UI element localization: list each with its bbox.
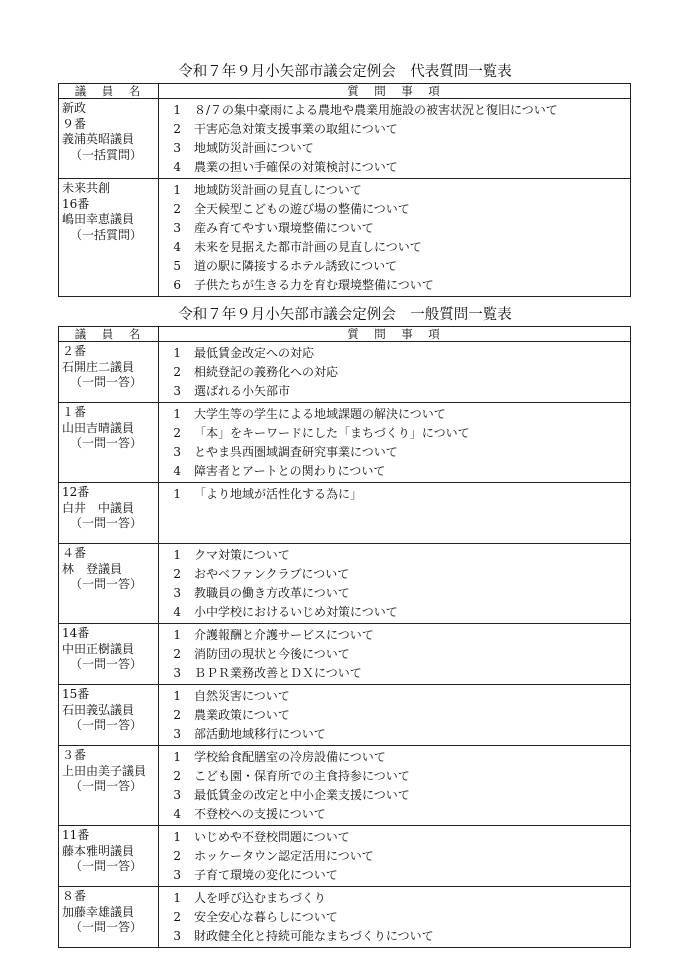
member-name-line: 嶋田幸恵議員 <box>62 212 135 226</box>
member-name-line: 義浦英昭議員 <box>62 132 135 146</box>
question-number: 6 <box>173 278 181 292</box>
question-number: 4 <box>173 807 181 821</box>
table-row <box>59 685 631 746</box>
question-text: ＢＰＲ業務改善とＤＸについて <box>194 666 362 680</box>
header-member-name: 議 員 名 <box>59 327 159 342</box>
question-text: 小中学校におけるいじめ対策について <box>194 605 398 619</box>
member-name-cell <box>59 179 159 297</box>
question-item <box>159 908 630 927</box>
question-number: 1 <box>173 750 181 764</box>
question-item <box>159 847 630 866</box>
question-number: 3 <box>173 727 181 741</box>
member-name-line: 加藤幸雄議員 <box>62 904 135 919</box>
table-row <box>59 403 631 483</box>
question-text: 不登校への支援について <box>194 807 326 821</box>
question-text: ホッケータウン認定活用について <box>194 849 374 863</box>
question-text: 自然災害について <box>194 689 290 703</box>
question-number: 1 <box>173 487 181 501</box>
member-name-line: ３番 <box>62 748 87 762</box>
question-text: 子育て環境の変化について <box>194 868 338 882</box>
question-item <box>159 767 630 786</box>
question-item <box>159 424 630 443</box>
question-text: こども園・保育所での主食持参について <box>194 769 410 783</box>
question-item <box>159 120 630 139</box>
member-name-cell <box>59 826 159 887</box>
member-name-line: 14番 <box>62 626 90 640</box>
question-text: 道の駅に隣接するホテル誘致について <box>194 259 398 273</box>
question-items-cell <box>159 179 631 297</box>
table-row <box>59 483 631 544</box>
question-item <box>159 584 630 603</box>
question-number: 1 <box>173 689 181 703</box>
member-name-line: （一問一答） <box>70 718 143 732</box>
member-name-line: （一問一答） <box>70 657 143 671</box>
question-text: 最低賃金改定への対応 <box>194 346 315 360</box>
member-name-cell <box>59 685 159 746</box>
question-text: 介護報酬と介護サービスについて <box>194 628 374 642</box>
general-title: 令和７年９月小矢部市議会定例会 一般質問一覧表 <box>178 307 512 323</box>
representative-question-table <box>58 83 631 297</box>
member-name-line: 16番 <box>62 196 90 211</box>
table-header-row <box>59 84 631 99</box>
table-row <box>59 342 631 403</box>
question-number: 1 <box>173 628 181 642</box>
question-number: 5 <box>173 259 181 273</box>
member-name-line: 白井 中議員 <box>62 500 135 515</box>
question-number: 4 <box>173 605 181 619</box>
question-number: 3 <box>173 384 181 398</box>
member-name-line: （一括質問） <box>70 147 143 162</box>
question-items-cell <box>159 746 631 826</box>
member-name-line: 12番 <box>62 485 90 499</box>
question-number: 4 <box>173 464 181 478</box>
question-text: 教職員の働き方改革について <box>194 586 350 600</box>
question-text: 選ばれる小矢部市 <box>194 384 291 398</box>
question-item <box>159 603 630 622</box>
question-item <box>159 664 630 683</box>
question-text: 大学生等の学生による地域課題の解決について <box>194 407 446 421</box>
table-row <box>59 746 631 826</box>
question-item <box>159 927 630 946</box>
question-item <box>159 443 630 462</box>
question-number: 3 <box>173 929 181 943</box>
member-name-line: 石田義弘議員 <box>62 702 135 717</box>
question-number: 2 <box>173 365 181 379</box>
member-name-cell <box>59 483 159 544</box>
question-item <box>159 828 630 847</box>
question-items-cell <box>159 99 631 179</box>
member-name-line: 中田正樹議員 <box>62 641 135 656</box>
question-item <box>159 725 630 744</box>
question-item <box>159 257 630 276</box>
member-name-line: 11番 <box>62 828 90 842</box>
table-header-row <box>59 327 631 342</box>
question-number: 4 <box>173 240 181 254</box>
header-question-items: 質 問 事 項 <box>159 84 631 99</box>
representative-title: 令和７年９月小矢部市議会定例会 代表質問一覧表 <box>178 64 512 80</box>
question-number: 3 <box>173 788 181 802</box>
member-name-line: 新政 <box>62 101 87 115</box>
question-text: 子供たちが生きる力を育む環境整備について <box>194 278 434 292</box>
question-item <box>159 200 630 219</box>
member-name-line: 15番 <box>62 687 90 701</box>
member-name-line: 石開庄二議員 <box>62 359 135 374</box>
member-name-line: 上田由美子議員 <box>62 763 147 778</box>
question-number: 1 <box>173 548 181 562</box>
question-text: 地域防災計画の見直しについて <box>194 183 362 197</box>
question-item <box>159 626 630 645</box>
question-item <box>159 344 630 363</box>
question-items-cell <box>159 826 631 887</box>
header-member-name: 議 員 名 <box>59 84 159 99</box>
member-name-line: （一問一答） <box>70 375 143 389</box>
member-name-cell <box>59 624 159 685</box>
question-number: 3 <box>173 141 181 155</box>
question-item <box>159 405 630 424</box>
question-item <box>159 546 630 565</box>
question-text: ８/７の集中豪雨による農地や農業用施設の被害状況と復旧について <box>194 103 558 117</box>
member-name-line: 藤本雅明議員 <box>62 843 135 858</box>
question-items-cell <box>159 403 631 483</box>
question-number: 3 <box>173 221 181 235</box>
question-number: 2 <box>173 426 181 440</box>
member-name-cell <box>59 544 159 624</box>
member-name-line: （一問一答） <box>70 779 143 793</box>
question-text: 学校給食配膳室の冷房設備について <box>194 750 386 764</box>
question-number: 2 <box>173 708 181 722</box>
question-text: 人を呼び込むまちづくり <box>194 891 326 905</box>
question-number: 1 <box>173 407 181 421</box>
question-number: 1 <box>173 830 181 844</box>
question-item <box>159 139 630 158</box>
question-text: 最低賃金の改定と中小企業支援について <box>194 788 410 802</box>
question-text: 相続登記の義務化への対応 <box>194 365 339 379</box>
question-item <box>159 382 630 401</box>
member-name-line: （一問一答） <box>70 859 143 873</box>
table-row <box>59 826 631 887</box>
question-text: 農業政策について <box>194 708 290 722</box>
question-number: 1 <box>173 891 181 905</box>
member-name-line: 林 登議員 <box>62 561 123 576</box>
question-text: 部活動地域移行について <box>194 727 326 741</box>
question-items-cell <box>159 624 631 685</box>
question-number: 1 <box>173 346 181 360</box>
member-name-line: ８番 <box>62 889 87 903</box>
question-item <box>159 363 630 382</box>
table-row <box>59 624 631 685</box>
question-items-cell <box>159 483 631 544</box>
question-items-cell <box>159 342 631 403</box>
question-number: 4 <box>173 160 181 174</box>
question-item <box>159 866 630 885</box>
member-name-cell <box>59 342 159 403</box>
general-question-table <box>58 326 631 948</box>
question-item <box>159 462 630 481</box>
question-number: 1 <box>173 103 181 117</box>
question-number: 2 <box>173 769 181 783</box>
question-text: 「本」をキーワードにした「まちづくり」について <box>194 426 470 440</box>
question-item <box>159 565 630 584</box>
question-number: 2 <box>173 122 181 136</box>
question-text: 地域防災計画について <box>194 141 314 155</box>
question-text: 干害応急対策支援事業の取組について <box>194 122 398 136</box>
table-row <box>59 544 631 624</box>
member-name-line: （一問一答） <box>70 920 143 934</box>
question-number: 2 <box>173 567 181 581</box>
question-items-cell <box>159 887 631 948</box>
question-text: 消防団の現状と今後について <box>194 647 350 661</box>
question-text: 障害者とアートとの関わりについて <box>194 464 386 478</box>
member-name-cell <box>59 887 159 948</box>
member-name-line: 未来共創 <box>62 181 111 195</box>
table-row <box>59 887 631 948</box>
member-name-line: ２番 <box>62 344 87 358</box>
question-text: 財政健全化と持続可能なまちづくりについて <box>194 929 434 943</box>
question-items-cell <box>159 685 631 746</box>
member-name-line: 山田吉晴議員 <box>62 420 135 435</box>
member-name-line: ４番 <box>62 546 87 560</box>
member-name-line: ９番 <box>62 116 87 131</box>
question-number: 2 <box>173 647 181 661</box>
header-question-items: 質 問 事 項 <box>159 327 631 342</box>
member-name-line: （一問一答） <box>70 577 143 591</box>
question-item <box>159 786 630 805</box>
question-item <box>159 158 630 177</box>
member-name-line: （一問一答） <box>70 436 143 450</box>
question-number: 3 <box>173 445 181 459</box>
question-item <box>159 889 630 908</box>
member-name-cell <box>59 99 159 179</box>
question-item <box>159 276 630 295</box>
question-item <box>159 485 630 504</box>
question-item <box>159 181 630 200</box>
question-text: 農業の担い手確保の対策検討について <box>194 160 398 174</box>
question-text: 安全安心な暮らしについて <box>194 910 338 924</box>
member-name-cell <box>59 403 159 483</box>
table-row <box>59 179 631 297</box>
question-text: 未来を見据えた都市計画の見直しについて <box>194 240 422 254</box>
question-number: 3 <box>173 868 181 882</box>
member-name-line: （一問一答） <box>70 516 143 530</box>
question-number: 1 <box>173 183 181 197</box>
question-text: 全天候型こどもの遊び場の整備について <box>194 202 410 216</box>
question-item <box>159 706 630 725</box>
question-text: 産み育てやすい環境整備について <box>194 221 374 235</box>
question-item <box>159 101 630 120</box>
question-item <box>159 687 630 706</box>
question-number: 3 <box>173 666 181 680</box>
table-row <box>59 99 631 179</box>
question-text: おやベファンクラブについて <box>194 567 350 581</box>
question-number: 3 <box>173 586 181 600</box>
question-item <box>159 219 630 238</box>
question-item <box>159 748 630 767</box>
question-text: とやま呉西圏域調査研究事業について <box>194 445 398 459</box>
question-number: 2 <box>173 849 181 863</box>
question-item <box>159 805 630 824</box>
question-item <box>159 238 630 257</box>
question-items-cell <box>159 544 631 624</box>
question-item <box>159 645 630 664</box>
question-text: 「より地域が活性化する為に」 <box>194 487 363 501</box>
question-text: クマ対策について <box>194 548 290 562</box>
question-number: 2 <box>173 910 181 924</box>
member-name-line: １番 <box>62 405 87 419</box>
member-name-cell <box>59 746 159 826</box>
question-number: 2 <box>173 202 181 216</box>
member-name-line: （一括質問） <box>70 227 143 242</box>
question-text: いじめや不登校問題について <box>194 830 350 844</box>
